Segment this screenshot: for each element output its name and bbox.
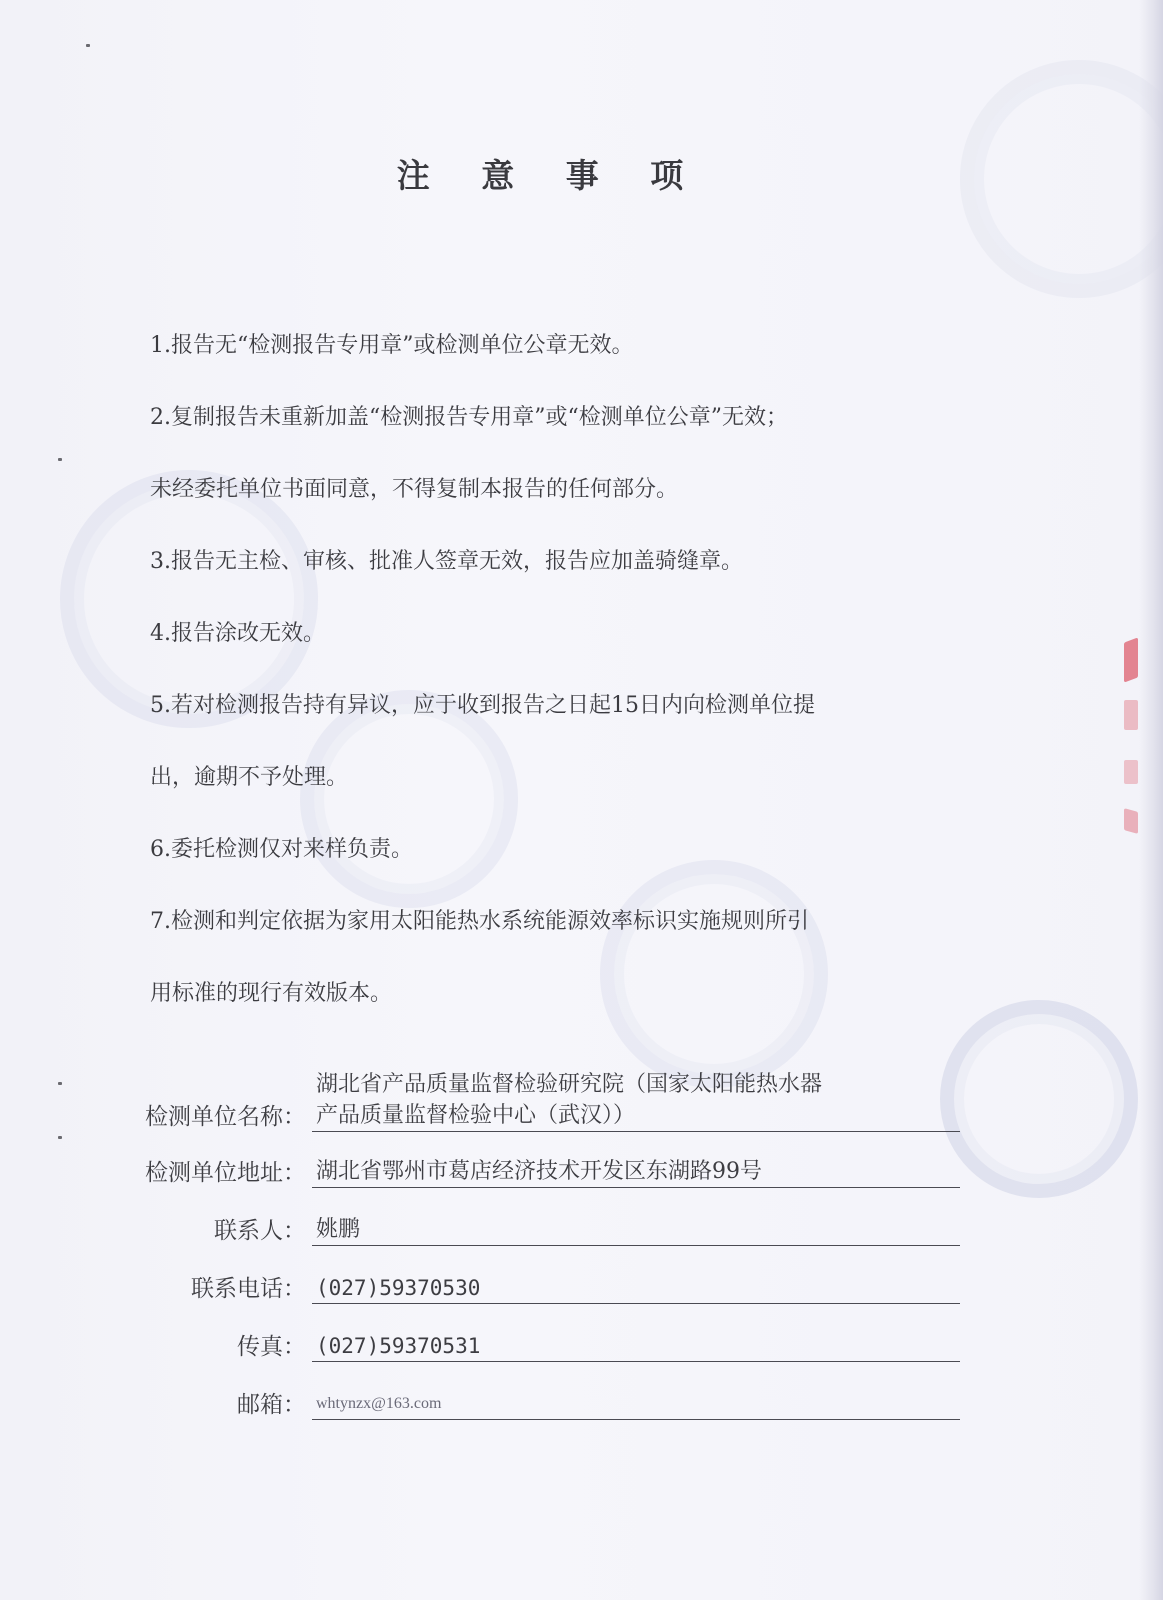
fax-row	[100, 1304, 960, 1362]
scan-speck	[58, 1136, 62, 1139]
contact-person-value: 姚鹏	[312, 1215, 960, 1246]
org-name-value	[312, 1069, 960, 1132]
contact-person-row	[100, 1188, 960, 1246]
note-line: 7.检测和判定依据为家用太阳能热水系统能源效率标识实施规则所引	[150, 909, 809, 934]
page-title: 注 意 事 项	[396, 156, 704, 195]
scan-speck	[58, 458, 62, 461]
org-name-label: 检测单位名称：	[145, 1104, 306, 1130]
phone-value: (027)59370530	[312, 1273, 960, 1304]
phone-row	[100, 1246, 960, 1304]
note-line: 1.报告无“检测报告专用章”或检测单位公章无效。	[150, 333, 634, 358]
address-row	[100, 1132, 960, 1188]
scan-speck	[86, 44, 90, 47]
contact-info	[100, 1066, 960, 1420]
address-label: 检测单位地址：	[145, 1160, 306, 1186]
email-label: 邮箱：	[237, 1392, 306, 1418]
email-value: whtynzx@163.com	[312, 1389, 960, 1420]
notes-list	[150, 310, 970, 1030]
scan-speck	[58, 1082, 62, 1085]
contact-person-label: 联系人：	[214, 1218, 306, 1244]
seam-stamp-mark	[1124, 760, 1138, 784]
org-name-line1: 湖北省产品质量监督检验研究院（国家太阳能热水器	[316, 1072, 823, 1097]
note-line: 4.报告涂改无效。	[150, 621, 325, 646]
seam-stamp-mark	[1124, 637, 1138, 682]
note-line: 未经委托单位书面同意，不得复制本报告的任何部分。	[150, 477, 679, 502]
note-line: 出，逾期不予处理。	[150, 765, 349, 790]
note-line: 用标准的现行有效版本。	[150, 981, 393, 1006]
page-edge-shadow	[1139, 0, 1163, 1600]
org-name-row	[100, 1066, 960, 1132]
note-line: 2.复制报告未重新加盖“检测报告专用章”或“检测单位公章”无效；	[150, 405, 788, 430]
seam-stamp-mark	[1124, 700, 1138, 730]
org-name-line2: 产品质量监督检验中心（武汉））	[316, 1103, 636, 1128]
fax-label: 传真：	[237, 1334, 306, 1360]
seam-stamp-mark	[1124, 808, 1138, 834]
note-line: 3.报告无主检、审核、批准人签章无效，报告应加盖骑缝章。	[150, 549, 743, 574]
phone-label: 联系电话：	[191, 1276, 306, 1302]
email-row	[100, 1362, 960, 1420]
address-value: 湖北省鄂州市葛店经济技术开发区东湖路99号	[312, 1157, 960, 1188]
fax-value: (027)59370531	[312, 1331, 960, 1362]
note-line: 6.委托检测仅对来样负责。	[150, 837, 413, 862]
note-line: 5.若对检测报告持有异议，应于收到报告之日起15日内向检测单位提	[150, 693, 815, 718]
